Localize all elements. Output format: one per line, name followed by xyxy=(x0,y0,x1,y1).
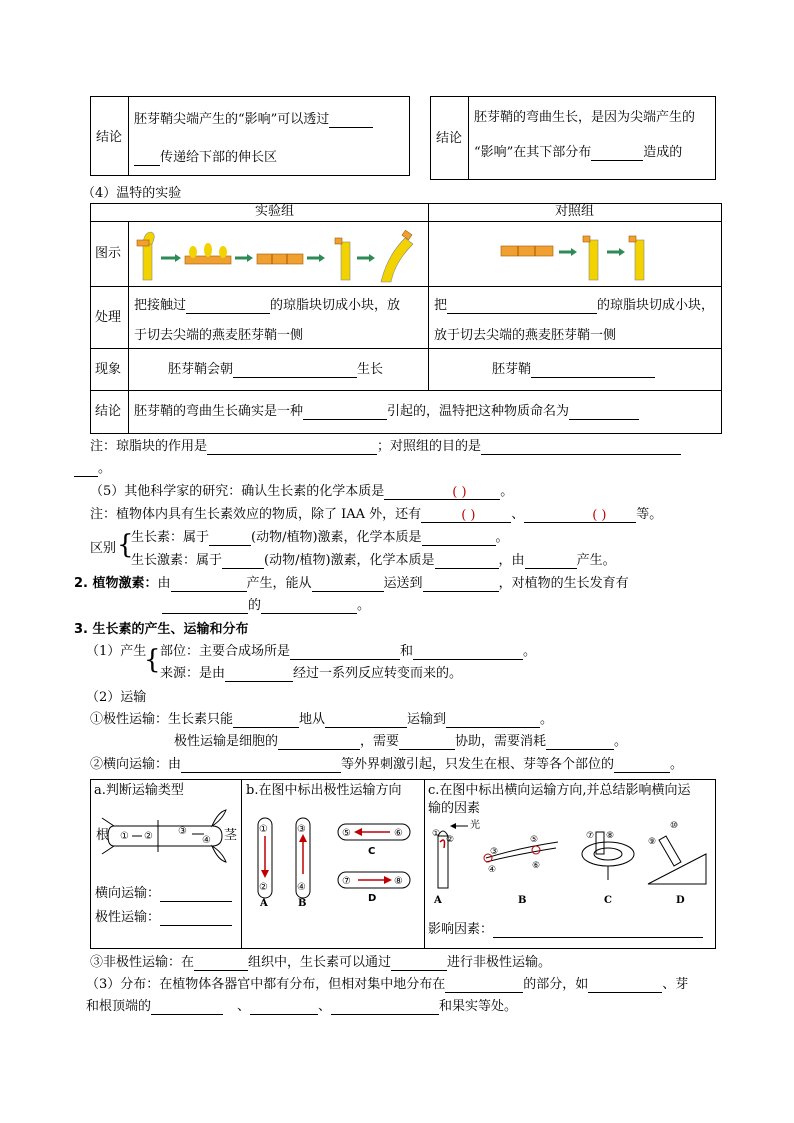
went-ctrl-figure xyxy=(495,226,665,284)
blank[interactable] xyxy=(423,577,499,592)
blank[interactable] xyxy=(531,363,655,378)
blank[interactable] xyxy=(413,645,523,660)
note-iaa: 注：植物体内具有生长素效应的物质，除了 IAA 外，还有 ( ) 、 ( ) 等。 xyxy=(90,507,663,523)
box-c-title-1: c.在图中标出横向运输方向,并总结影响横向运 xyxy=(428,783,691,798)
proc-ctrl-line2: 放于切去尖端的燕麦胚芽鞘一侧 xyxy=(434,328,617,343)
diff-label: 区别 xyxy=(90,541,117,556)
production-site: 部位：主要合成场所是 和 。 xyxy=(160,644,537,659)
went-row-proc: 处理 xyxy=(95,310,122,325)
blank[interactable] xyxy=(493,923,703,938)
box-c-label-b: B xyxy=(518,895,527,906)
svg-text:D: D xyxy=(368,893,377,904)
proc-ctrl-line1: 把 的琼脂块切成小块， xyxy=(434,298,715,313)
svg-text:⑥: ⑥ xyxy=(394,828,403,839)
phen-ctrl: 胚芽鞘 xyxy=(492,362,655,378)
svg-text:①: ① xyxy=(432,829,441,839)
svg-text:⑩: ⑩ xyxy=(670,821,679,831)
decapitated-coleoptile-with-block xyxy=(335,238,350,280)
blank[interactable] xyxy=(481,440,681,455)
blank[interactable] xyxy=(134,151,160,166)
agar-block-with-tips xyxy=(185,243,231,264)
box-c-factor: 影响因素： xyxy=(428,922,703,938)
svg-text:②: ② xyxy=(144,831,153,842)
blank[interactable] xyxy=(614,758,670,773)
conclusion-left-line1: 胚芽鞘尖端产生的“影响”可以透过 xyxy=(134,112,373,128)
blank[interactable] xyxy=(233,713,299,728)
blank[interactable] xyxy=(222,554,264,569)
box-c-title-2: 输的因素 xyxy=(428,801,481,816)
brace: { xyxy=(117,530,134,560)
svg-text:C: C xyxy=(368,846,376,857)
blank[interactable] xyxy=(181,758,341,773)
svg-text:⑨: ⑨ xyxy=(648,837,657,847)
svg-text:⑥: ⑥ xyxy=(532,861,541,871)
blank[interactable] xyxy=(160,887,232,902)
production-source: 来源：是由 经过一系列反应转变而来的。 xyxy=(160,666,463,681)
blank[interactable] xyxy=(569,405,639,420)
lateral-transport: ②横向运输：由 等外界刺激引起，只发生在根、芽等各个部位的 。 xyxy=(90,757,684,772)
svg-text:⑦: ⑦ xyxy=(586,831,595,841)
went-heading: （4）温特的实验 xyxy=(82,186,182,201)
box-b-label-a: A xyxy=(260,898,268,909)
blank[interactable] xyxy=(171,577,247,592)
svg-text:②: ② xyxy=(259,882,268,893)
distribution-cont: 和根顶端的 、 、 和果实等处。 xyxy=(86,999,518,1014)
box-c-light: 光 xyxy=(470,820,480,831)
blank[interactable]: ( ) xyxy=(524,508,636,523)
brace: { xyxy=(144,645,161,675)
box-a-polar: 极性运输： xyxy=(95,910,232,926)
went-row-fig: 图示 xyxy=(95,246,122,261)
bent-coleoptile xyxy=(381,230,413,282)
plant-hormone-def-cont: 的 。 xyxy=(162,598,370,614)
svg-text:③: ③ xyxy=(297,824,306,835)
svg-text:⑤: ⑤ xyxy=(342,828,351,839)
blank[interactable] xyxy=(391,956,447,971)
went-col-ctrl: 对照组 xyxy=(555,204,595,219)
svg-text:①: ① xyxy=(259,824,268,835)
distribution: （3）分布：在植物体各器官中都有分布，但相对集中地分布在 的部分，如 、芽 xyxy=(86,977,689,992)
svg-text:③: ③ xyxy=(490,847,499,857)
phen-exp: 胚芽鞘会朝 生长 xyxy=(168,362,384,377)
went-row-concl: 结论 xyxy=(95,404,122,419)
blank[interactable] xyxy=(588,978,662,993)
went-exp-figure xyxy=(135,226,425,284)
conclusion-right-line1: 胚芽鞘的弯曲生长，是因为尖端产生的 xyxy=(474,110,696,125)
svg-text:⑧: ⑧ xyxy=(394,876,403,887)
conclusion-left-line2: 传递给下部的伸长区 xyxy=(134,150,277,166)
svg-text:④: ④ xyxy=(488,865,497,875)
blank[interactable] xyxy=(186,299,270,314)
box-b-title: b.在图中标出极性运输方向 xyxy=(246,783,402,798)
box-a-stem: 茎 xyxy=(224,828,238,843)
blank[interactable] xyxy=(422,531,496,546)
conclusion-right-label: 结论 xyxy=(436,131,463,146)
box-c-label-d: D xyxy=(676,895,685,906)
blank[interactable] xyxy=(447,299,597,314)
blank[interactable] xyxy=(329,113,373,128)
box-c-label-a: A xyxy=(434,895,442,906)
conclusion-left-label: 结论 xyxy=(96,130,123,145)
blank[interactable] xyxy=(331,1000,439,1015)
agar-block-cut xyxy=(257,254,303,264)
blank[interactable] xyxy=(207,440,377,455)
blank[interactable]: ( ) xyxy=(384,485,500,500)
blank[interactable] xyxy=(162,599,248,614)
blank[interactable] xyxy=(325,713,407,728)
blank[interactable] xyxy=(525,554,577,569)
blank[interactable] xyxy=(445,978,523,993)
blank[interactable] xyxy=(194,956,248,971)
blank[interactable] xyxy=(446,713,540,728)
svg-text:④: ④ xyxy=(297,882,306,893)
blank[interactable] xyxy=(312,577,384,592)
blank[interactable] xyxy=(261,599,357,614)
diff-auxin: 生长素：属于 (动物/植物)激素，化学本质是 。 xyxy=(131,530,509,545)
plant-hormone-def: 2. 植物激素：由 产生，能从 运送到 ，对植物的生长发育有 xyxy=(74,576,629,591)
blank[interactable] xyxy=(250,1000,318,1015)
box-a-lateral: 横向运输： xyxy=(95,886,232,902)
straight-coleoptile-ctrl xyxy=(629,236,644,280)
blank[interactable] xyxy=(209,531,251,546)
proc-exp-line2: 于切去尖端的燕麦胚芽鞘一侧 xyxy=(134,328,304,343)
note-agar-cont: 。 xyxy=(74,461,111,477)
nonpolar-transport: ③非极性运输：在 组织中，生长素可以通过 进行非极性运输。 xyxy=(90,955,552,970)
blank[interactable] xyxy=(399,735,455,750)
box-b-diagram xyxy=(250,808,420,908)
svg-text:①: ① xyxy=(120,831,129,842)
diff-gh: 生长激素：属于 (动物/植物)激素，化学本质是 ，由 产生。 xyxy=(131,553,616,568)
plain-agar-block xyxy=(501,246,553,256)
blank[interactable] xyxy=(591,146,643,161)
conclusion-right-line2: “影响”在其下部分布 造成的 xyxy=(474,145,683,160)
svg-text:⑤: ⑤ xyxy=(530,835,539,845)
sec3-transport-label: （2）运输 xyxy=(86,690,147,705)
polar-transport-2: 极性运输是细胞的 ，需要 协助，需要消耗 。 xyxy=(174,734,628,749)
blank[interactable] xyxy=(225,667,293,682)
box-a-title: a.判断运输类型 xyxy=(94,783,184,798)
svg-text:③: ③ xyxy=(178,826,187,837)
decapitated-coleoptile-ctrl xyxy=(583,236,598,280)
note-agar: 注：琼脂块的作用是 ；对照组的目的是 xyxy=(90,439,681,455)
box-a-root: 根 xyxy=(96,828,110,843)
svg-text:④: ④ xyxy=(202,835,211,846)
other-scientists: （5）其他科学家的研究：确认生长素的化学本质是 ( ) 。 xyxy=(90,484,514,500)
svg-text:⑧: ⑧ xyxy=(606,831,615,841)
blank[interactable]: ( ) xyxy=(421,508,511,523)
went-row-phen: 现象 xyxy=(95,362,122,377)
svg-text:⑦: ⑦ xyxy=(342,876,351,887)
conclusion-box-right xyxy=(430,96,716,180)
polar-transport: ①极性运输：生长素只能 地从 运输到 。 xyxy=(90,712,554,727)
blank[interactable] xyxy=(160,911,232,926)
went-conclusion: 胚芽鞘的弯曲生长确实是一种 引起的，温特把这种物质命名为 xyxy=(134,404,639,420)
sec3-title: 3. 生长素的产生、运输和分布 xyxy=(74,622,249,637)
blank[interactable] xyxy=(290,645,400,660)
went-col-exp: 实验组 xyxy=(255,204,295,219)
proc-exp-line1: 把接触过 的琼脂块切成小块，放 xyxy=(134,298,401,313)
blank[interactable] xyxy=(74,462,98,477)
blank[interactable] xyxy=(151,1000,223,1015)
box-a-diagram xyxy=(94,808,239,878)
blank[interactable] xyxy=(303,405,387,420)
blank[interactable] xyxy=(546,735,614,750)
box-c-label-c: C xyxy=(604,895,612,906)
box-b-label-b: B xyxy=(298,898,307,909)
blank[interactable] xyxy=(233,363,357,378)
svg-text:②: ② xyxy=(446,835,455,845)
blank[interactable] xyxy=(278,735,360,750)
coleoptile-with-tip xyxy=(137,232,154,280)
blank[interactable] xyxy=(435,554,499,569)
sec3-production-label: （1）产生 xyxy=(86,644,147,659)
